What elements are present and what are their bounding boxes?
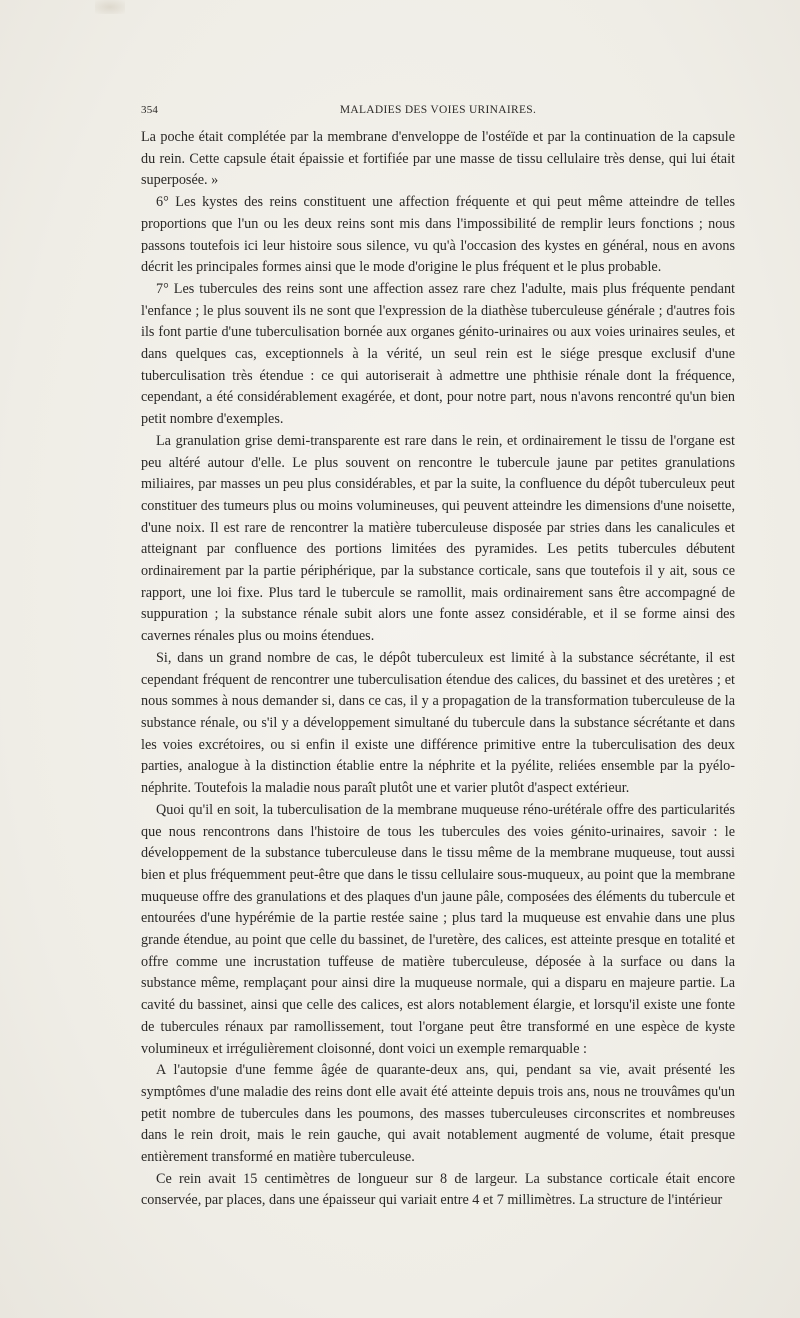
paragraph: La granulation grise demi-transparente est rare dans le rein, et ordinairement le tissu de l'organe est peu altéré autour d'elle. Le plus souvent on rencontre le tubercule jaune par petites granulations miliaires, par masses un peu plus considérables, et par la suite, la confluence du dépôt tuberculeux peut constituer des tumeurs plus ou moins volumineuses, qui peuvent atteindre les dimensions d'une noisette, d'une noix. Il est rare de rencontrer la matière tuberculeuse disposée par stries dans les canalicules et atteignant par confluence des portions limitées des pyramides. Les petits tubercules débutent ordinairement par la partie périphérique, par la substance corticale, sans que toutefois il y ait, sous ce rapport, une loi fixe. Plus tard le tubercule se ramollit, mais ordinairement sans être accompagné de suppuration ; la substance rénale subit alors une fonte assez considérable, et il se forme ainsi des cavernes rénales plus ou moins étendues. bbox=[141, 432, 735, 645]
paragraph: 7° Les tubercules des reins sont une affection assez rare chez l'adulte, mais plus fréquente pendant l'enfance ; le plus souvent ils ne sont que l'expression de la diathèse tuberculeuse générale ; d'autres fois ils font partie d'une tuberculisation bornée aux organes génito-urinaires ou aux voies urinaires seules, et dans quelques cas, exceptionnels à la vérité, un seul rein est le siége presque exclusif d'une tuberculisation très étendue : ce qui autoriserait à admettre une phthisie rénale dont la fréquence, cependant, a été considérablement exagérée, et dont, pour notre part, nous n'avons rencontré qu'un bien petit nombre d'exemples. bbox=[141, 280, 735, 428]
paragraph: Ce rein avait 15 centimètres de longueur sur 8 de largeur. La substance corticale était encore conservée, par places, dans une épaisseur qui variait entre 4 et 7 millimètres. La structure de l'intérieur bbox=[141, 1170, 735, 1209]
page-header bbox=[141, 104, 735, 122]
paragraph: Si, dans un grand nombre de cas, le dépôt tuberculeux est limité à la substance sécrétante, il est cependant fréquent de rencontrer une tuberculisation étendue des calices, du bassinet et des uretères ; et nous sommes à nous demander si, dans ce cas, il y a propagation de la transformation tuberculeuse de la substance rénale, ou s'il y a développement simultané du tubercule dans la substance sécrétante et dans les voies excrétoires, ou si enfin il existe une différence primitive entre la tuberculisation des deux parties, analogue à la distinction établie entre la néphrite et la pyélite, reliées ensemble par la pyélo-néphrite. Toutefois la maladie nous paraît plutôt une et varier plutôt d'aspect extérieur. bbox=[141, 649, 735, 797]
paragraph: A l'autopsie d'une femme âgée de quarante-deux ans, qui, pendant sa vie, avait présenté les symptômes d'une maladie des reins dont elle avait été atteinte depuis trois ans, nous ne trouvâmes qu'un petit nombre de tubercules dans les poumons, des masses tuberculeuses circonscrites et nombreuses dans le rein droit, mais le rein gauche, qui avait notablement augmenté de volume, était presque entièrement transformé en matière tuberculeuse. bbox=[141, 1062, 735, 1166]
page-number: 354 bbox=[141, 104, 159, 116]
paragraph: 6° Les kystes des reins constituent une affection fréquente et qui peut même atteindre de telles proportions que l'un ou les deux reins sont mis dans l'impossibilité de remplir leurs fonctions ; nous passons toutefois ici leur histoire sous silence, vu qu'à l'occasion des kystes en général, nous en avons décrit les principales formes ainsi que le mode d'origine le plus fréquent et le plus probable. bbox=[141, 194, 735, 276]
body-text bbox=[141, 127, 735, 1212]
paper-stain bbox=[95, 0, 125, 14]
paragraph: La poche était complétée par la membrane d'enveloppe de l'ostéïde et par la continuation de la capsule du rein. Cette capsule était épaissie et fortifiée par une masse de tissu cellulaire très dense, qui lui était superposée. » bbox=[141, 129, 735, 189]
running-title: MALADIES DES VOIES URINAIRES. bbox=[339, 104, 537, 116]
paragraph: Quoi qu'il en soit, la tuberculisation de la membrane muqueuse réno-urétérale offre des particularités que nous rencontrons dans l'histoire de tous les tubercules des voies génito-urinaires, savoir : le développement de la substance tuberculeuse dans le tissu même de la membrane muqueuse, tout aussi bien et plus fréquemment peut-être que dans le tissu cellulaire sous-muqueux, au point que la membrane muqueuse offre des granulations et des plaques d'un jaune pâle, composées des éléments du tubercule et entourées d'une hypérémie de la partie restée saine ; plus tard la muqueuse est envahie dans une plus grande étendue, au point que celle du bassinet, de l'uretère, des calices, est atteinte presque en totalité et offre comme une incrustation tuffeuse de matière tuberculeuse, déposée à la surface ou dans la substance même, remplaçant pour ainsi dire la muqueuse normale, qui a disparu en majeure partie. La cavité du bassinet, ainsi que celle des calices, est alors notablement élargie, et lorsqu'il existe une fonte de tubercules rénaux par ramollissement, tout l'organe peut être transformé en une espèce de kyste volumineux et irrégulièrement cloisonné, dont voici un exemple remarquable : bbox=[141, 801, 735, 1057]
